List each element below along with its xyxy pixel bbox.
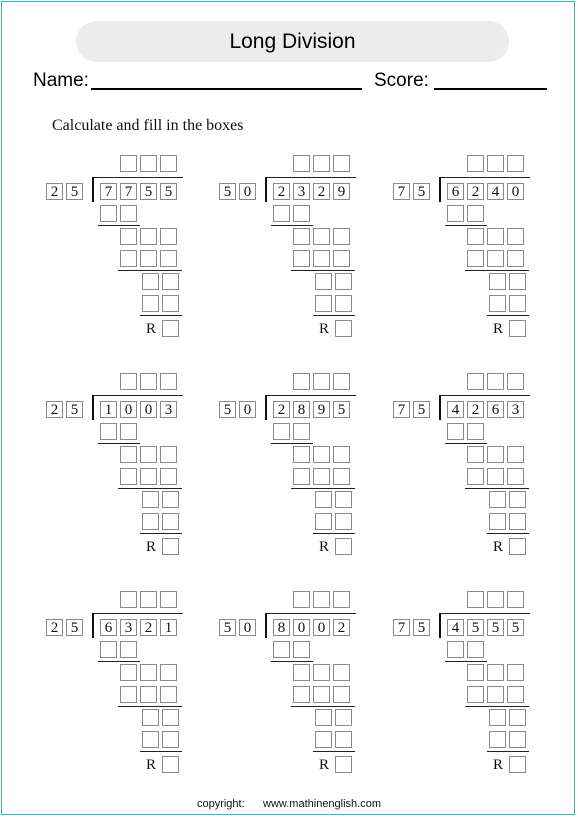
- instruction: Calculate and fill in the boxes: [52, 117, 244, 134]
- work-box[interactable]: [467, 228, 484, 245]
- work-box[interactable]: [162, 513, 179, 530]
- remainder-label: R: [493, 321, 504, 337]
- dividend-digit: 3: [160, 401, 177, 418]
- work-box[interactable]: [447, 205, 464, 222]
- subtraction-line: [291, 270, 355, 271]
- work-box[interactable]: [507, 446, 524, 463]
- work-box[interactable]: [142, 513, 159, 530]
- subtraction-line: [313, 533, 355, 534]
- work-box[interactable]: [467, 468, 484, 485]
- work-box[interactable]: [489, 273, 506, 290]
- work-box[interactable]: [467, 686, 484, 703]
- dividend-digit: 6: [487, 401, 504, 418]
- division-bracket-side: [92, 395, 94, 420]
- work-box[interactable]: [293, 228, 310, 245]
- subtraction-line: [98, 661, 140, 662]
- dividend-digit: 5: [333, 401, 350, 418]
- subtraction-line: [271, 661, 313, 662]
- work-box[interactable]: [142, 273, 159, 290]
- subtraction-line: [487, 751, 529, 752]
- work-box[interactable]: [293, 641, 310, 658]
- quotient-box[interactable]: [160, 373, 177, 390]
- dividend-digit: 6: [447, 183, 464, 200]
- work-box[interactable]: [335, 513, 352, 530]
- dividend-digit: 0: [293, 619, 310, 636]
- work-box[interactable]: [489, 731, 506, 748]
- quotient-box[interactable]: [487, 591, 504, 608]
- work-box[interactable]: [293, 664, 310, 681]
- dividend-digit: 6: [100, 619, 117, 636]
- quotient-box[interactable]: [293, 373, 310, 390]
- work-box[interactable]: [140, 664, 157, 681]
- work-box[interactable]: [140, 446, 157, 463]
- work-box[interactable]: [120, 664, 137, 681]
- work-box[interactable]: [315, 709, 332, 726]
- quotient-box[interactable]: [293, 155, 310, 172]
- work-box[interactable]: [447, 423, 464, 440]
- dividend-digit: 5: [160, 183, 177, 200]
- work-box[interactable]: [120, 468, 137, 485]
- work-box[interactable]: [162, 273, 179, 290]
- work-box[interactable]: [160, 468, 177, 485]
- division-bracket-side: [92, 177, 94, 202]
- work-box[interactable]: [467, 664, 484, 681]
- subtraction-line: [445, 225, 487, 226]
- work-box[interactable]: [140, 250, 157, 267]
- work-box[interactable]: [333, 686, 350, 703]
- work-box[interactable]: [273, 205, 290, 222]
- work-box[interactable]: [315, 491, 332, 508]
- divisor-digit: 5: [66, 183, 83, 200]
- work-box[interactable]: [160, 228, 177, 245]
- quotient-box[interactable]: [160, 591, 177, 608]
- work-box[interactable]: [487, 664, 504, 681]
- remainder-label: R: [319, 757, 330, 773]
- work-box[interactable]: [315, 295, 332, 312]
- dividend-digit: 3: [120, 619, 137, 636]
- divisor-digit: 7: [393, 401, 410, 418]
- work-box[interactable]: [120, 686, 137, 703]
- work-box[interactable]: [333, 468, 350, 485]
- work-box[interactable]: [293, 468, 310, 485]
- subtraction-line: [445, 661, 487, 662]
- division-problem: [219, 373, 369, 563]
- dividend-digit: 5: [140, 183, 157, 200]
- work-box[interactable]: [120, 228, 137, 245]
- quotient-box[interactable]: [467, 373, 484, 390]
- work-box[interactable]: [140, 686, 157, 703]
- quotient-box[interactable]: [467, 155, 484, 172]
- division-problem: [393, 591, 543, 781]
- subtraction-line: [271, 443, 313, 444]
- quotient-box[interactable]: [313, 155, 330, 172]
- dividend-digit: 0: [140, 401, 157, 418]
- work-box[interactable]: [140, 468, 157, 485]
- work-box[interactable]: [293, 250, 310, 267]
- divisor-digit: 2: [46, 619, 63, 636]
- dividend-digit: 2: [273, 401, 290, 418]
- work-box[interactable]: [160, 250, 177, 267]
- work-box[interactable]: [315, 273, 332, 290]
- divisor-digit: 5: [219, 401, 236, 418]
- work-box[interactable]: [487, 468, 504, 485]
- division-bracket-side: [439, 613, 441, 638]
- work-box[interactable]: [335, 295, 352, 312]
- dividend-digit: 0: [120, 401, 137, 418]
- subtraction-line: [98, 443, 140, 444]
- work-box[interactable]: [507, 250, 524, 267]
- division-problem: [393, 155, 543, 345]
- dividend-digit: 0: [313, 619, 330, 636]
- subtraction-line: [465, 706, 529, 707]
- division-bracket-top: [440, 177, 530, 178]
- division-problem: [46, 373, 196, 563]
- quotient-box[interactable]: [467, 591, 484, 608]
- work-box[interactable]: [467, 423, 484, 440]
- dividend-digit: 2: [140, 619, 157, 636]
- dividend-digit: 3: [293, 183, 310, 200]
- quotient-box[interactable]: [313, 591, 330, 608]
- division-bracket-top: [440, 613, 530, 614]
- work-box[interactable]: [335, 273, 352, 290]
- subtraction-line: [487, 315, 529, 316]
- division-bracket-top: [93, 613, 183, 614]
- divisor-digit: 0: [239, 401, 256, 418]
- remainder-label: R: [146, 539, 157, 555]
- work-box[interactable]: [160, 686, 177, 703]
- subtraction-line: [487, 533, 529, 534]
- work-box[interactable]: [273, 423, 290, 440]
- dividend-digit: 0: [507, 183, 524, 200]
- division-bracket-top: [266, 177, 356, 178]
- subtraction-line: [291, 706, 355, 707]
- division-bracket-top: [266, 613, 356, 614]
- work-box[interactable]: [509, 513, 526, 530]
- work-box[interactable]: [335, 491, 352, 508]
- score-line[interactable]: [434, 88, 547, 90]
- work-box[interactable]: [335, 709, 352, 726]
- divisor-digit: 5: [219, 619, 236, 636]
- quotient-box[interactable]: [120, 373, 137, 390]
- division-bracket-side: [439, 177, 441, 202]
- page-title: Long Division: [76, 21, 509, 62]
- divisor-digit: 5: [413, 401, 430, 418]
- dividend-digit: 4: [447, 401, 464, 418]
- division-bracket-side: [265, 177, 267, 202]
- division-bracket-top: [93, 395, 183, 396]
- quotient-box[interactable]: [140, 591, 157, 608]
- work-box[interactable]: [100, 205, 117, 222]
- work-box[interactable]: [313, 228, 330, 245]
- work-box[interactable]: [313, 468, 330, 485]
- work-box[interactable]: [509, 731, 526, 748]
- subtraction-line: [271, 225, 313, 226]
- subtraction-line: [118, 706, 182, 707]
- work-box[interactable]: [333, 228, 350, 245]
- division-bracket-side: [265, 613, 267, 638]
- work-box[interactable]: [315, 731, 332, 748]
- subtraction-line: [118, 270, 182, 271]
- dividend-digit: 9: [333, 183, 350, 200]
- division-bracket-top: [93, 177, 183, 178]
- divisor-digit: 0: [239, 183, 256, 200]
- work-box[interactable]: [315, 513, 332, 530]
- subtraction-line: [313, 315, 355, 316]
- quotient-box[interactable]: [507, 591, 524, 608]
- footer-url[interactable]: www.mathinenglish.com: [263, 798, 382, 810]
- footer: [0, 798, 578, 810]
- name-line[interactable]: [91, 88, 362, 90]
- division-problem: [393, 373, 543, 563]
- remainder-box[interactable]: [335, 538, 352, 555]
- quotient-box[interactable]: [333, 155, 350, 172]
- quotient-box[interactable]: [507, 373, 524, 390]
- remainder-label: R: [146, 757, 157, 773]
- remainder-box[interactable]: [335, 320, 352, 337]
- division-bracket-top: [266, 395, 356, 396]
- quotient-box[interactable]: [293, 591, 310, 608]
- work-box[interactable]: [467, 250, 484, 267]
- remainder-label: R: [493, 757, 504, 773]
- dividend-digit: 4: [487, 183, 504, 200]
- work-box[interactable]: [142, 295, 159, 312]
- score-label: Score:: [374, 70, 429, 91]
- work-box[interactable]: [160, 446, 177, 463]
- division-problem: [219, 591, 369, 781]
- division-bracket-side: [439, 395, 441, 420]
- quotient-box[interactable]: [333, 373, 350, 390]
- work-box[interactable]: [313, 446, 330, 463]
- work-box[interactable]: [140, 228, 157, 245]
- divisor-digit: 5: [66, 401, 83, 418]
- work-box[interactable]: [293, 423, 310, 440]
- work-box[interactable]: [467, 446, 484, 463]
- dividend-digit: 3: [507, 401, 524, 418]
- division-bracket-side: [92, 613, 94, 638]
- dividend-digit: 1: [100, 401, 117, 418]
- work-box[interactable]: [507, 468, 524, 485]
- quotient-box[interactable]: [487, 373, 504, 390]
- work-box[interactable]: [293, 205, 310, 222]
- work-box[interactable]: [489, 491, 506, 508]
- remainder-box[interactable]: [162, 756, 179, 773]
- divisor-digit: 5: [413, 183, 430, 200]
- divisor-digit: 5: [66, 619, 83, 636]
- quotient-box[interactable]: [140, 155, 157, 172]
- remainder-label: R: [319, 539, 330, 555]
- dividend-digit: 5: [467, 619, 484, 636]
- dividend-digit: 7: [120, 183, 137, 200]
- dividend-digit: 5: [507, 619, 524, 636]
- division-bracket-top: [440, 395, 530, 396]
- work-box[interactable]: [120, 641, 137, 658]
- remainder-box[interactable]: [162, 320, 179, 337]
- dividend-digit: 2: [273, 183, 290, 200]
- dividend-digit: 2: [467, 401, 484, 418]
- dividend-digit: 2: [467, 183, 484, 200]
- divisor-digit: 5: [413, 619, 430, 636]
- dividend-digit: 4: [447, 619, 464, 636]
- work-box[interactable]: [487, 228, 504, 245]
- work-box[interactable]: [507, 664, 524, 681]
- work-box[interactable]: [333, 664, 350, 681]
- work-box[interactable]: [100, 423, 117, 440]
- work-box[interactable]: [489, 709, 506, 726]
- work-box[interactable]: [509, 709, 526, 726]
- divisor-digit: 2: [46, 401, 63, 418]
- dividend-digit: 2: [313, 183, 330, 200]
- quotient-box[interactable]: [120, 155, 137, 172]
- subtraction-line: [465, 270, 529, 271]
- dividend-digit: 1: [160, 619, 177, 636]
- subtraction-line: [445, 443, 487, 444]
- work-box[interactable]: [162, 731, 179, 748]
- work-box[interactable]: [335, 731, 352, 748]
- divisor-digit: 7: [393, 619, 410, 636]
- work-box[interactable]: [447, 641, 464, 658]
- work-box[interactable]: [273, 641, 290, 658]
- remainder-box[interactable]: [335, 756, 352, 773]
- subtraction-line: [140, 533, 182, 534]
- work-box[interactable]: [313, 686, 330, 703]
- work-box[interactable]: [313, 250, 330, 267]
- work-box[interactable]: [142, 709, 159, 726]
- work-box[interactable]: [120, 446, 137, 463]
- subtraction-line: [291, 488, 355, 489]
- work-box[interactable]: [293, 686, 310, 703]
- work-box[interactable]: [489, 513, 506, 530]
- quotient-box[interactable]: [507, 155, 524, 172]
- divisor-digit: 5: [219, 183, 236, 200]
- remainder-label: R: [493, 539, 504, 555]
- work-box[interactable]: [467, 205, 484, 222]
- quotient-box[interactable]: [120, 591, 137, 608]
- work-box[interactable]: [509, 491, 526, 508]
- work-box[interactable]: [100, 641, 117, 658]
- footer-copyright: copyright:: [196, 798, 245, 810]
- work-box[interactable]: [507, 228, 524, 245]
- work-box[interactable]: [120, 205, 137, 222]
- dividend-digit: 2: [333, 619, 350, 636]
- divisor-digit: 0: [239, 619, 256, 636]
- work-box[interactable]: [160, 664, 177, 681]
- work-box[interactable]: [487, 686, 504, 703]
- work-box[interactable]: [467, 641, 484, 658]
- work-box[interactable]: [489, 295, 506, 312]
- name-label: Name:: [33, 70, 89, 91]
- remainder-box[interactable]: [509, 756, 526, 773]
- work-box[interactable]: [162, 709, 179, 726]
- remainder-label: R: [319, 321, 330, 337]
- remainder-label: R: [146, 321, 157, 337]
- work-box[interactable]: [487, 250, 504, 267]
- work-box[interactable]: [509, 295, 526, 312]
- work-box[interactable]: [142, 491, 159, 508]
- work-box[interactable]: [509, 273, 526, 290]
- work-box[interactable]: [142, 731, 159, 748]
- work-box[interactable]: [120, 250, 137, 267]
- division-problem: [219, 155, 369, 345]
- division-problem: [46, 591, 196, 781]
- work-box[interactable]: [507, 686, 524, 703]
- quotient-box[interactable]: [333, 591, 350, 608]
- dividend-digit: 7: [100, 183, 117, 200]
- subtraction-line: [98, 225, 140, 226]
- subtraction-line: [118, 488, 182, 489]
- subtraction-line: [140, 751, 182, 752]
- remainder-box[interactable]: [509, 320, 526, 337]
- subtraction-line: [140, 315, 182, 316]
- division-bracket-side: [265, 395, 267, 420]
- quotient-box[interactable]: [160, 155, 177, 172]
- work-box[interactable]: [162, 295, 179, 312]
- work-box[interactable]: [333, 446, 350, 463]
- subtraction-line: [465, 488, 529, 489]
- quotient-box[interactable]: [140, 373, 157, 390]
- remainder-box[interactable]: [509, 538, 526, 555]
- subtraction-line: [313, 751, 355, 752]
- work-box[interactable]: [313, 664, 330, 681]
- work-box[interactable]: [120, 423, 137, 440]
- dividend-digit: 9: [313, 401, 330, 418]
- work-box[interactable]: [333, 250, 350, 267]
- quotient-box[interactable]: [313, 373, 330, 390]
- division-problem: [46, 155, 196, 345]
- remainder-box[interactable]: [162, 538, 179, 555]
- divisor-digit: 7: [393, 183, 410, 200]
- work-box[interactable]: [162, 491, 179, 508]
- dividend-digit: 5: [487, 619, 504, 636]
- divisor-digit: 2: [46, 183, 63, 200]
- dividend-digit: 8: [293, 401, 310, 418]
- work-box[interactable]: [293, 446, 310, 463]
- quotient-box[interactable]: [487, 155, 504, 172]
- dividend-digit: 8: [273, 619, 290, 636]
- work-box[interactable]: [487, 446, 504, 463]
